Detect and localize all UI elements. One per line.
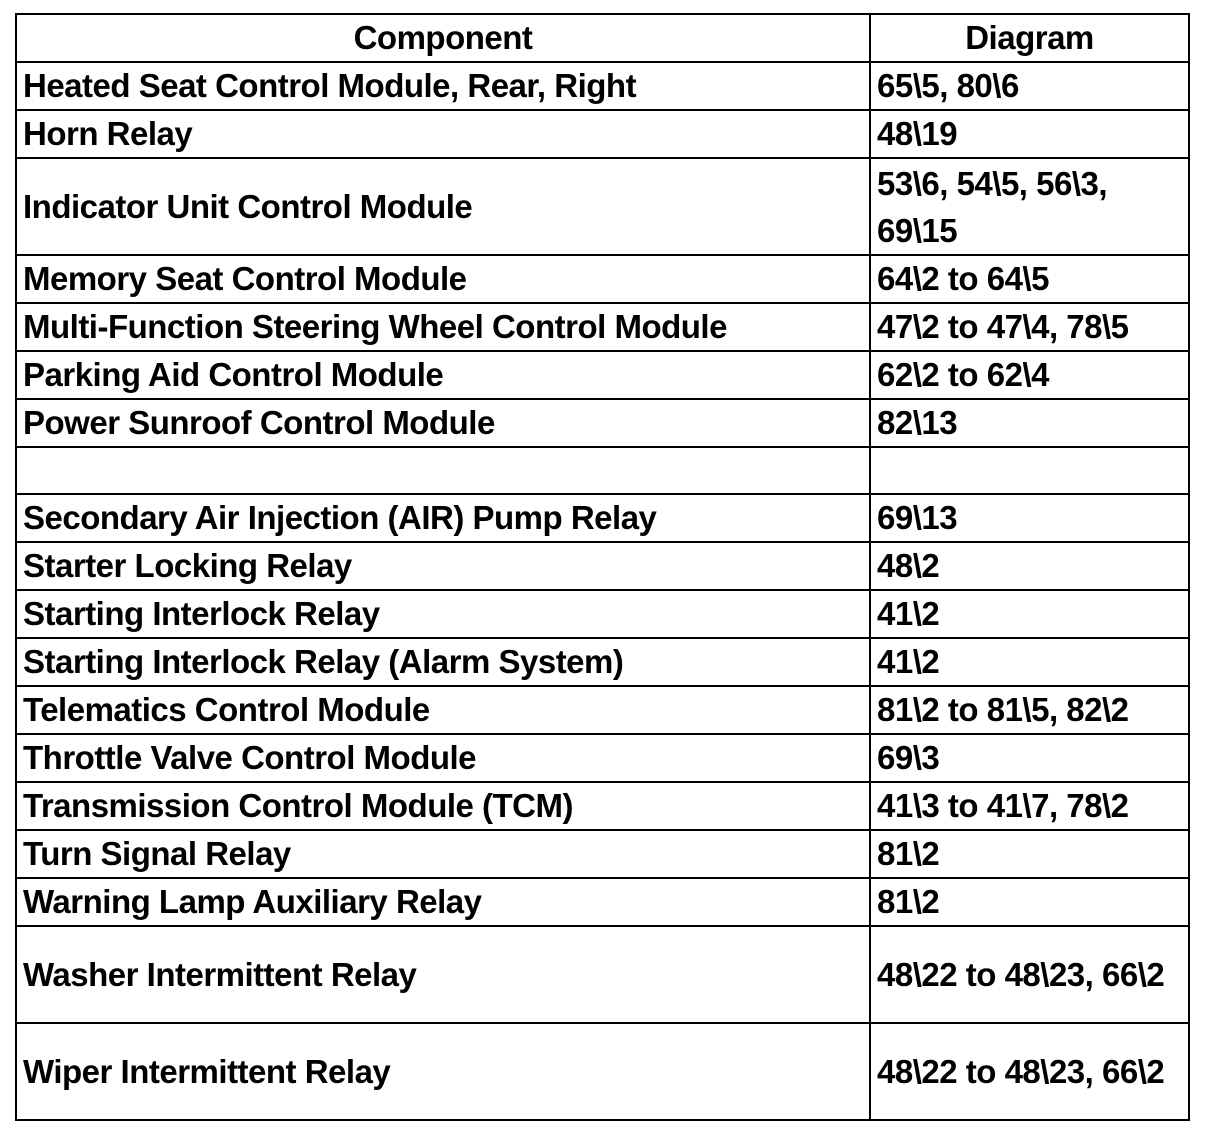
table-row [16, 830, 1189, 878]
table-row [16, 303, 1189, 351]
column-header-component: Component [16, 14, 870, 62]
component-cell: Turn Signal Relay [16, 830, 870, 878]
table-row [16, 878, 1189, 926]
header-row [16, 14, 1189, 62]
component-cell: Horn Relay [16, 110, 870, 158]
table-row [16, 62, 1189, 110]
diagram-cell: 82\13 [870, 399, 1189, 447]
component-cell: Warning Lamp Auxiliary Relay [16, 878, 870, 926]
diagram-cell: 64\2 to 64\5 [870, 255, 1189, 303]
table-row [16, 110, 1189, 158]
table-row [16, 158, 1189, 255]
component-cell: Transmission Control Module (TCM) [16, 782, 870, 830]
diagram-cell: 81\2 [870, 878, 1189, 926]
component-cell: Multi-Function Steering Wheel Control Module [16, 303, 870, 351]
diagram-cell: 48\22 to 48\23, 66\2 [870, 1023, 1189, 1120]
component-cell: Indicator Unit Control Module [16, 158, 870, 255]
diagram-cell: 41\2 [870, 638, 1189, 686]
component-cell [16, 447, 870, 494]
component-cell: Parking Aid Control Module [16, 351, 870, 399]
component-cell: Telematics Control Module [16, 686, 870, 734]
table-row [16, 494, 1189, 542]
table-row [16, 782, 1189, 830]
table-row [16, 399, 1189, 447]
component-cell: Secondary Air Injection (AIR) Pump Relay [16, 494, 870, 542]
table-row [16, 638, 1189, 686]
table-row [16, 686, 1189, 734]
component-cell: Heated Seat Control Module, Rear, Right [16, 62, 870, 110]
table-row-empty [16, 447, 1189, 494]
diagram-cell: 81\2 [870, 830, 1189, 878]
table-row [16, 926, 1189, 1023]
diagram-cell [870, 447, 1189, 494]
diagram-cell: 65\5, 80\6 [870, 62, 1189, 110]
component-cell: Wiper Intermittent Relay [16, 1023, 870, 1120]
diagram-cell: 48\22 to 48\23, 66\2 [870, 926, 1189, 1023]
component-cell: Washer Intermittent Relay [16, 926, 870, 1023]
column-header-diagram: Diagram [870, 14, 1189, 62]
diagram-cell: 62\2 to 62\4 [870, 351, 1189, 399]
component-cell: Starting Interlock Relay [16, 590, 870, 638]
component-cell: Starting Interlock Relay (Alarm System) [16, 638, 870, 686]
table-row [16, 255, 1189, 303]
table-row [16, 734, 1189, 782]
diagram-cell: 69\13 [870, 494, 1189, 542]
table-row [16, 590, 1189, 638]
component-cell: Throttle Valve Control Module [16, 734, 870, 782]
component-cell: Starter Locking Relay [16, 542, 870, 590]
diagram-cell: 48\19 [870, 110, 1189, 158]
diagram-cell: 81\2 to 81\5, 82\2 [870, 686, 1189, 734]
diagram-cell: 53\6, 54\5, 56\3, 69\15 [870, 158, 1189, 255]
table-row [16, 1023, 1189, 1120]
component-diagram-table [15, 13, 1190, 1121]
diagram-cell: 47\2 to 47\4, 78\5 [870, 303, 1189, 351]
component-cell: Memory Seat Control Module [16, 255, 870, 303]
diagram-cell: 48\2 [870, 542, 1189, 590]
table-row [16, 351, 1189, 399]
table-row [16, 542, 1189, 590]
diagram-cell: 41\3 to 41\7, 78\2 [870, 782, 1189, 830]
component-cell: Power Sunroof Control Module [16, 399, 870, 447]
diagram-cell: 69\3 [870, 734, 1189, 782]
diagram-cell: 41\2 [870, 590, 1189, 638]
